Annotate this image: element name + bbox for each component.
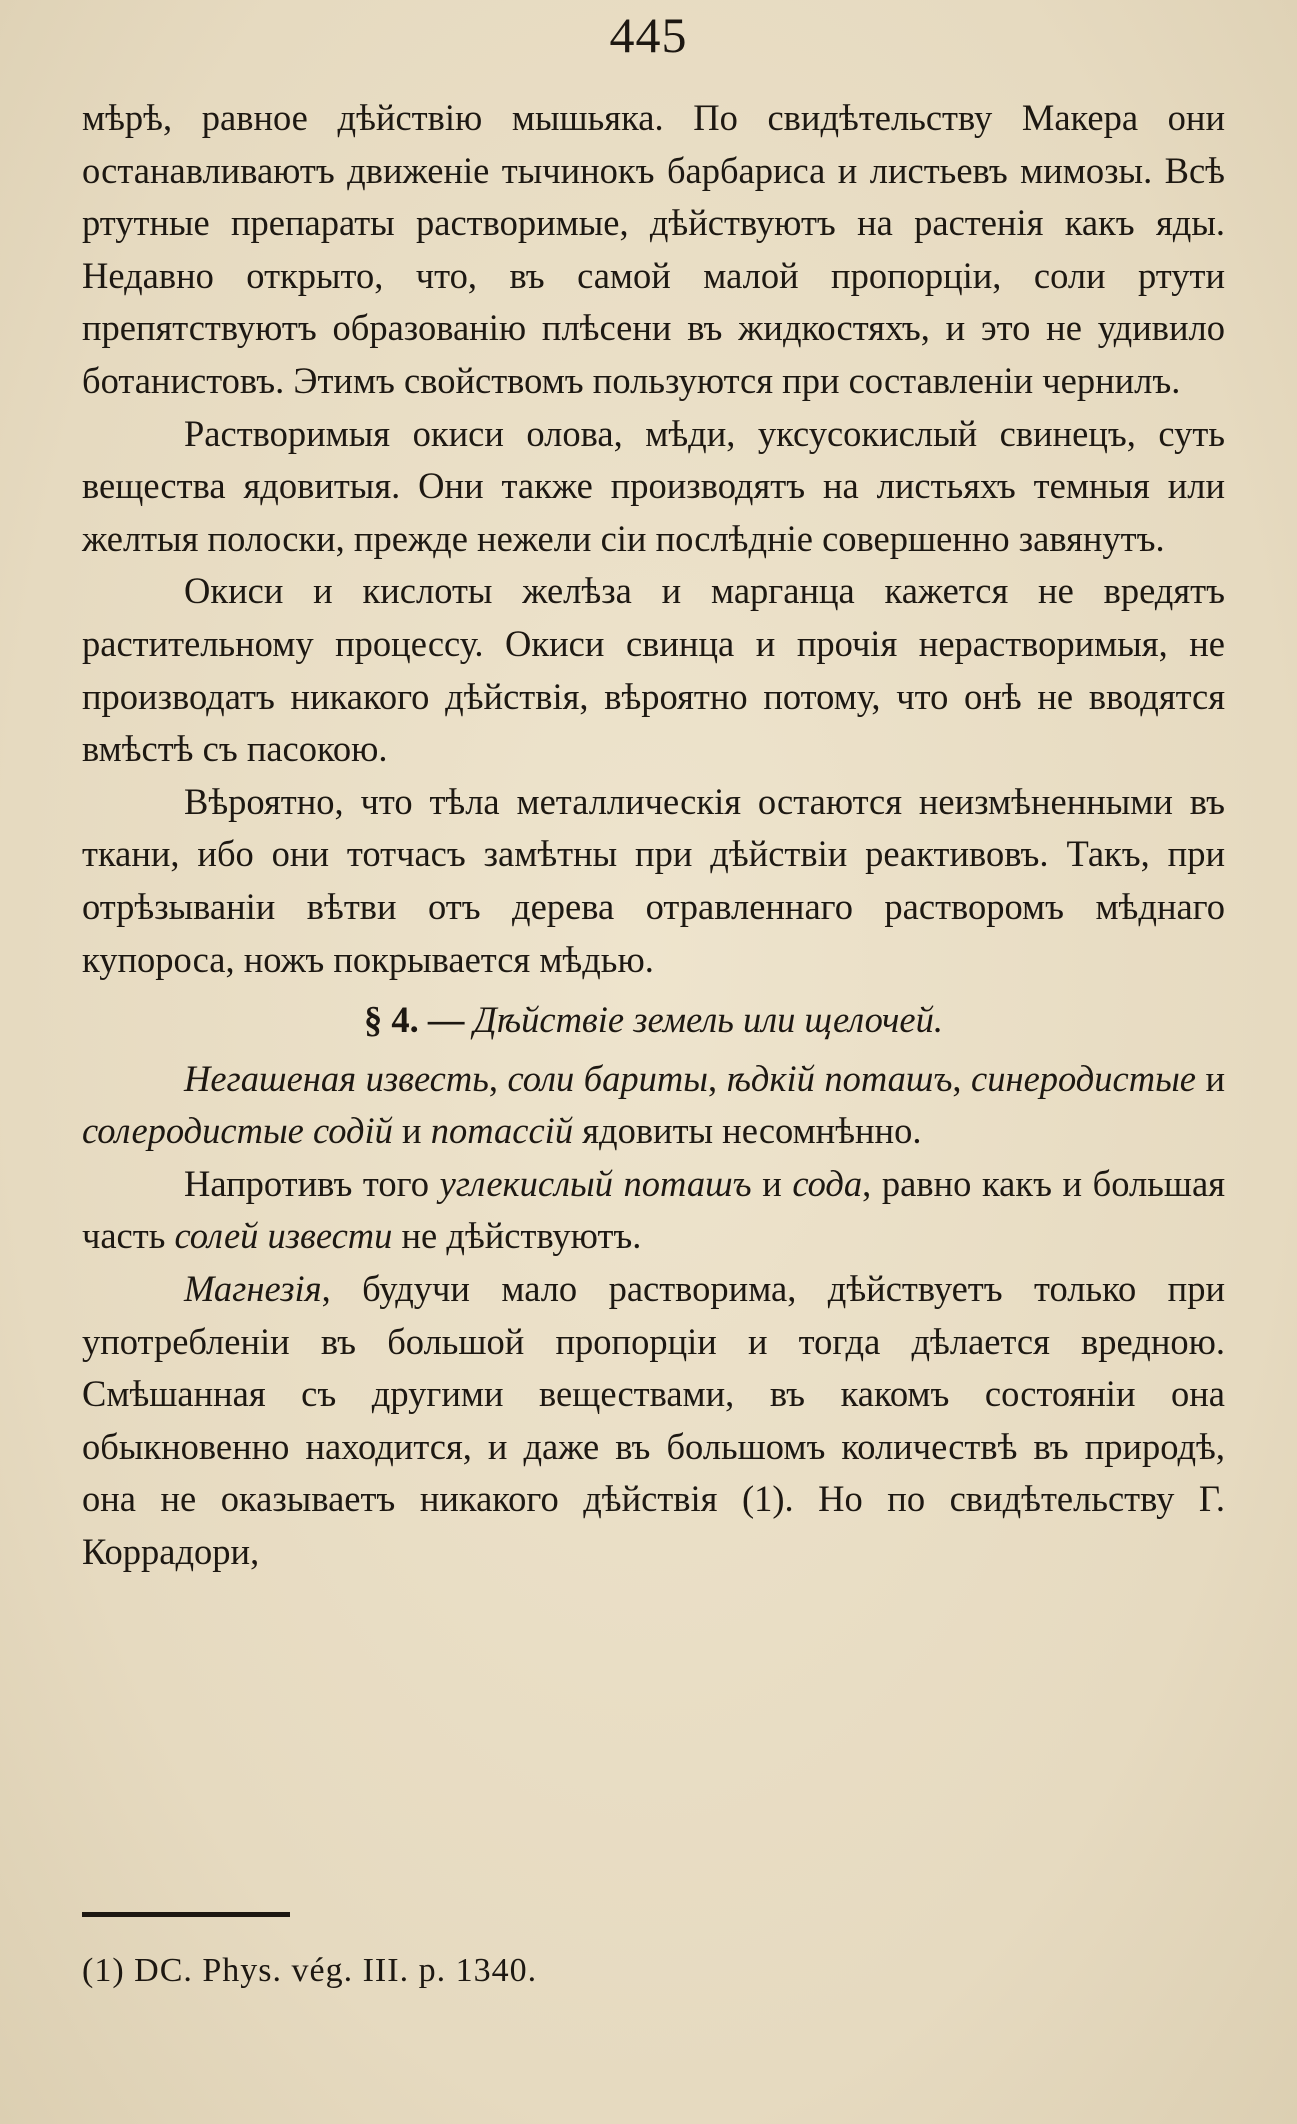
text-run: и (392, 1110, 431, 1152)
text-run: и (751, 1162, 793, 1204)
paragraph-1: мѣрѣ, равное дѣйствію мышьяка. По свидѣтельству Макера они останавливаютъ движеніе тычинокъ барбариса и листьевъ мимозы. Всѣ ртутные препараты растворимые, дѣйствуютъ на растенія какъ яды. Недавно открыто, что, въ самой малой пропорціи, соли ртути препятствуютъ образованію плѣсени въ жидкостяхъ, и это не удивило ботанистовъ. Этимъ свойствомъ пользуются при составленіи чернилъ. (82, 97, 1225, 401)
text-run: ядовиты несомнѣнно. (573, 1110, 922, 1152)
section-number: § 4. — (364, 999, 465, 1041)
text-run: Напротивъ того (184, 1162, 440, 1204)
italic-term: Негашеная известь (184, 1057, 489, 1099)
paragraph-4: Вѣроятно, что тѣла металлическія остаются неизмѣненными въ ткани, ибо они тотчасъ замѣтны при дѣйствіи реактивовъ. Такъ, при отрѣзываніи вѣтви отъ дерева отравленнаго растворомъ мѣднаго купороса, ножъ покрывается мѣдью. (82, 780, 1225, 980)
text-run: и (1196, 1057, 1226, 1099)
text-run: , равно какъ и большая часть (82, 1162, 1225, 1257)
italic-term: солеродистые содій (82, 1110, 393, 1152)
paragraph-6 (82, 1158, 1225, 1263)
footnote-rule (82, 1912, 290, 1917)
body-text (82, 92, 1225, 1579)
italic-term: Магнезія (184, 1268, 322, 1310)
italic-term: синеродистые (971, 1057, 1197, 1099)
text-run: , будучи мало растворима, дѣйствуетъ только при употребленіи въ большой пропорціи и тогда дѣлается вредною. Смѣшанная съ другими веществами, въ какомъ состояніи она обыкновенно находится, и даже въ большомъ количествѣ въ природѣ, она не оказываетъ никакого дѣйствія (1). Но по свидѣтельству Г. Коррадори, (82, 1268, 1225, 1573)
text-run: не дѣйствуютъ. (392, 1215, 642, 1257)
paragraph-7 (82, 1263, 1225, 1579)
paragraph-3: Окиси и кислоты желѣза и марганца кажется не вредятъ растительному процессу. Окиси свинца и прочія нерастворимыя, не производатъ никакого дѣйствія, вѣроятно потому, что онѣ не вводятся вмѣстѣ съ пасокою. (82, 570, 1225, 770)
italic-term: сода (792, 1162, 863, 1204)
paragraph-5 (82, 1053, 1225, 1158)
footnote: (1) DC. Phys. vég. III. p. 1340. (82, 1952, 538, 1989)
section-heading (82, 994, 1225, 1047)
page-number: 445 (609, 7, 688, 63)
text-run: , (488, 1057, 508, 1099)
italic-term: ѣдкій поташъ (726, 1057, 953, 1099)
italic-term: соли бариты (507, 1057, 708, 1099)
italic-term: солей извести (174, 1215, 393, 1257)
text-run: , (952, 1057, 972, 1099)
text-run: , (707, 1057, 727, 1099)
section-title: Дѣйствіе земель или щелочей. (473, 999, 943, 1041)
italic-term: углекислый поташъ (439, 1162, 752, 1204)
paragraph-2: Растворимыя окиси олова, мѣди, уксусокислый свинецъ, суть вещества ядовитыя. Они также производятъ на листьяхъ темныя или желтыя полоски, прежде нежели сіи послѣдніе совершенно завянутъ. (82, 412, 1225, 559)
italic-term: потассій (430, 1110, 574, 1152)
